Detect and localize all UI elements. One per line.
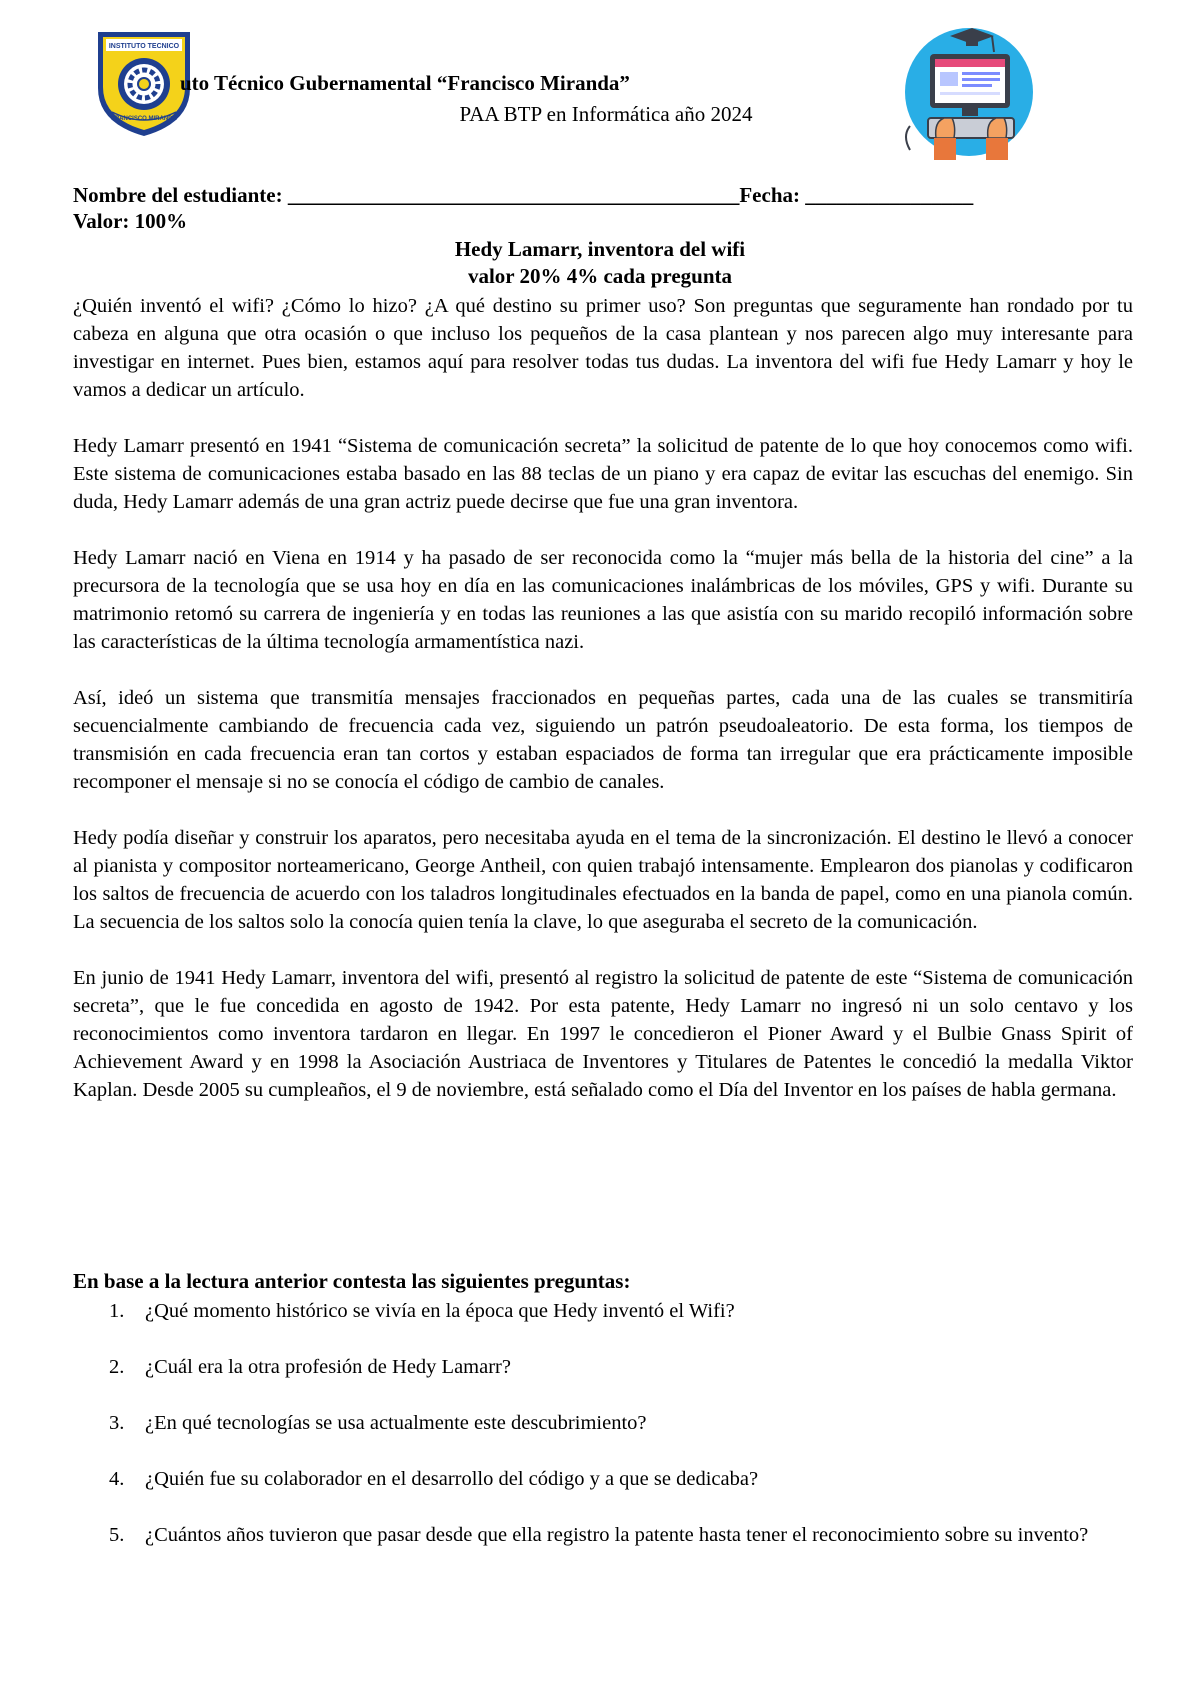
computer-icon (900, 26, 1038, 174)
questions-heading: En base a la lectura anterior contesta las siguientes preguntas: (73, 1269, 631, 1293)
question-item (73, 1521, 1133, 1549)
article-score-note: valor 20% 4% cada pregunta (467, 264, 733, 288)
paragraph: Hedy Lamarr presentó en 1941 “Sistema de comunicación secreta” la solicitud de patente de lo que hoy conocemos como wifi. Este sistema de comunicaciones estaba basado en las 88 teclas de un piano y era capaz de evitar las escuchas del enemigo. Sin duda, Hedy Lamarr además de una gran actriz puede decirse que fue una gran inventora. (73, 435, 1133, 513)
question-number: 5. (109, 1524, 125, 1546)
question-text: ¿Qué momento histórico se vivía en la época que Hedy inventó el Wifi? (145, 1300, 735, 1322)
question-text: ¿Cuántos años tuvieron que pasar desde que ella registro la patente hasta tener el reconocimiento sobre su invento? (145, 1524, 1089, 1546)
question-text: ¿Quién fue su colaborador en el desarrollo del código y a que se dedicaba? (145, 1468, 759, 1490)
subtitle-text: PAA BTP en Informática año 2024 (459, 102, 753, 126)
question-text: ¿En qué tecnologías se usa actualmente este descubrimiento? (145, 1412, 647, 1434)
article-title: Hedy Lamarr, inventora del wifi (454, 237, 746, 261)
institution-name: uto Técnico Gubernamental “Francisco Miranda” (180, 71, 630, 95)
question-item (73, 1297, 1133, 1325)
question-number: 2. (109, 1356, 125, 1378)
question-number: 3. (109, 1412, 125, 1434)
paragraph: Hedy Lamarr nació en Viena en 1914 y ha pasado de ser reconocida como la “mujer más bella de la historia del cine” a la precursora de la tecnología que se usa hoy en día en las comunicaciones inalámbricas de los móviles, GPS y wifi. Durante su matrimonio retomó su carrera de ingeniería y en todas las reuniones a las que asistía con su marido recopiló información sobre las características de la última tecnología armamentística nazi. (73, 547, 1133, 653)
logo-text-bottom: FRANCISCO MIRANDA (111, 116, 177, 122)
paragraph: Hedy podía diseñar y construir los aparatos, pero necesitaba ayuda en el tema de la sincronización. El destino le llevó a conocer al pianista y compositor norteamericano, George Antheil, con quien trabajó intensamente. Emplearon dos pianolas y codificaron los saltos de frecuencia de acuerdo con los taladros longitudinales efectuados en la banda de papel, como en una pianola común. La secuencia de los saltos solo la conocía quien tenía la clave, lo que aseguraba el secreto de la comunicación. (73, 827, 1133, 933)
article-body (73, 292, 1133, 1132)
student-name-date-line: Nombre del estudiante: ___________________________________________Fecha: ________________ (73, 183, 974, 207)
question-item (73, 1409, 1133, 1437)
question-text: ¿Cuál era la otra profesión de Hedy Lamarr? (145, 1356, 511, 1378)
paragraph: ¿Quién inventó el wifi? ¿Cómo lo hizo? ¿A qué destino su primer uso? Son preguntas que seguramente han rondado por tu cabeza en alguna que otra ocasión o que incluso los pequeños de la casa plantean y nos parecen algo muy interesante para investigar en internet. Pues bien, estamos aquí para resolver todas tus dudas. La inventora del wifi fue Hedy Lamarr y hoy le vamos a dedicar un artículo. (73, 295, 1133, 401)
valor-label: Valor: 100% (73, 209, 188, 233)
logo-text-top: INSTITUTO TECNICO (108, 43, 180, 50)
question-number: 1. (109, 1300, 125, 1322)
question-item (73, 1465, 1133, 1493)
paragraph: En junio de 1941 Hedy Lamarr, inventora del wifi, presentó al registro la solicitud de patente de este “Sistema de comunicación secreta”, que le fue concedida en agosto de 1942. Por esta patente, Hedy Lamarr no ingresó ni un solo centavo y los reconocimientos como inventora tardaron en llegar. En 1997 le concedieron el Pioner Award y el Bulbie Gnass Spirit of Achievement Award y en 1998 la Asociación Austriaca de Inventores y Titulares de Patentes le concedió la medalla Viktor Kaplan. Desde 2005 su cumpleaños, el 9 de noviembre, está señalado como el Día del Inventor en los países de habla germana. (73, 967, 1133, 1101)
document-subtitle (0, 101, 1200, 127)
questions-list (73, 1297, 1133, 1577)
question-number: 4. (109, 1468, 125, 1490)
question-item (73, 1353, 1133, 1381)
paragraph: Así, ideó un sistema que transmitía mensajes fraccionados en pequeñas partes, cada una de las cuales se transmitiría secuencialmente cambiando de frecuencia cada vez, siguiendo un patrón pseudoaleatorio. De esta forma, los tiempos de transmisión en cada frecuencia eran tan cortos y estaban espaciados de forma tan irregular que era prácticamente imposible recomponer el mensaje si no se conocía el código de cambio de canales. (73, 687, 1133, 793)
